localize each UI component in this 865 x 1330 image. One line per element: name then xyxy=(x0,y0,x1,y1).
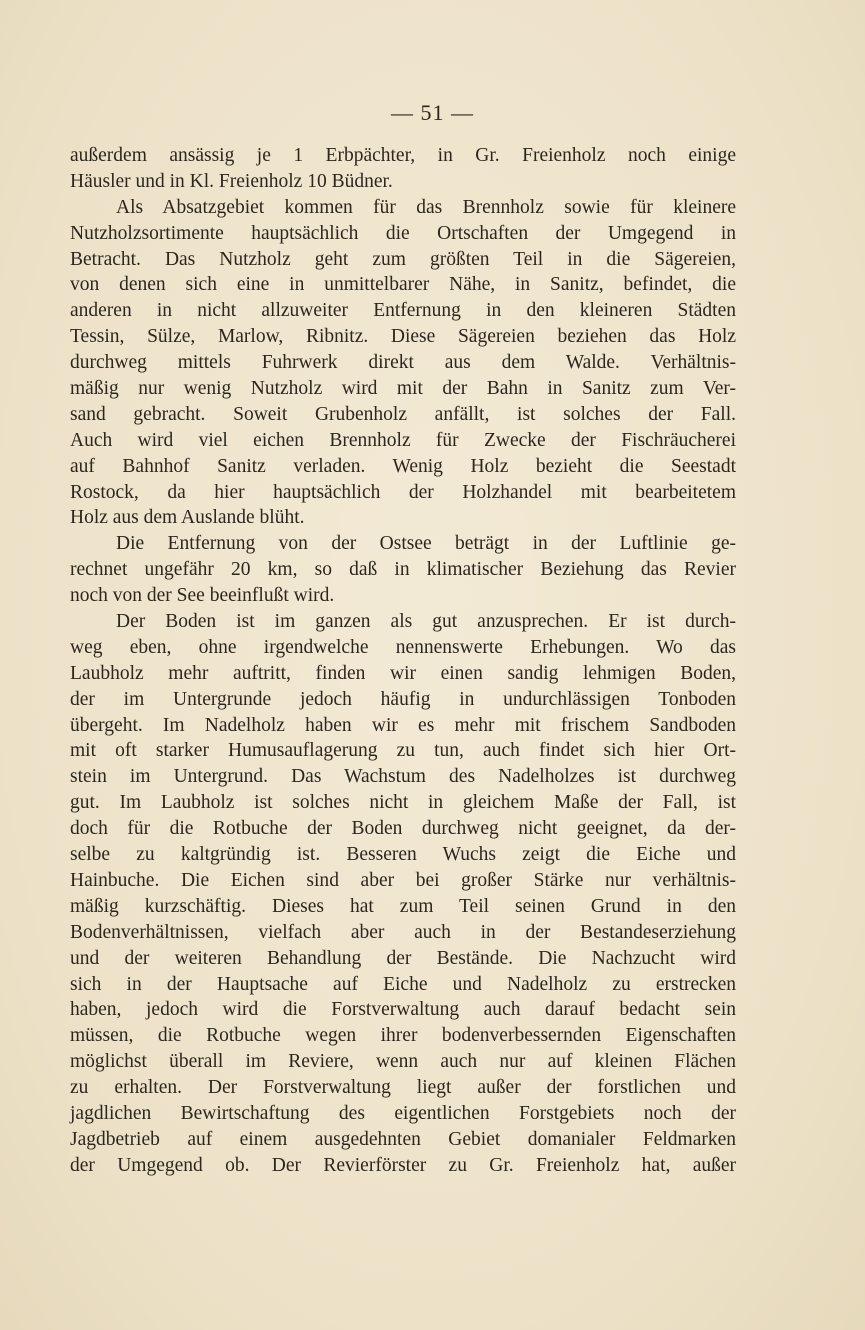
text-line: sand gebracht. Soweit Grubenholz anfällt, ist solches der Fall. xyxy=(70,403,736,425)
text-line: noch von der See beeinflußt wird. xyxy=(70,585,335,607)
text-line: Rostock, da hier hauptsächlich der Holzhandel mit bearbeitetem xyxy=(70,481,736,503)
text-line: rechnet ungefähr 20 km, so daß in klimatischer Beziehung das Revier xyxy=(70,559,736,581)
text-line: Tessin, Sülze, Marlow, Ribnitz. Diese Sägereien beziehen das Holz xyxy=(70,326,736,348)
text-line: und der weiteren Behandlung der Bestände. Die Nachzucht wird xyxy=(70,947,736,969)
text-line: haben, jedoch wird die Forstverwaltung auch darauf bedacht sein xyxy=(70,999,736,1021)
text-line: weg eben, ohne irgendwelche nennenswerte Erhebungen. Wo das xyxy=(70,636,736,658)
text-line: Nutzholzsortimente hauptsächlich die Ortschaften der Umgegend in xyxy=(70,222,736,244)
text-line: übergeht. Im Nadelholz haben wir es mehr mit frischem Sandboden xyxy=(70,714,736,736)
text-line: von denen sich eine in unmittelbarer Nähe, in Sanitz, befindet, die xyxy=(70,274,736,296)
text-line: doch für die Rotbuche der Boden durchweg nicht geeignet, da der- xyxy=(70,818,736,840)
text-line: auf Bahnhof Sanitz verladen. Wenig Holz bezieht die Seestadt xyxy=(70,455,736,477)
text-line: der im Untergrunde jedoch häufig in undurchlässigen Tonboden xyxy=(70,688,736,710)
text-line: selbe zu kaltgründig ist. Besseren Wuchs zeigt die Eiche und xyxy=(70,844,736,866)
text-line: mäßig kurzschäftig. Dieses hat zum Teil seinen Grund in den xyxy=(70,895,736,917)
text-line: Hainbuche. Die Eichen sind aber bei großer Stärke nur verhältnis- xyxy=(70,869,736,891)
text-line: Der Boden ist im ganzen als gut anzusprechen. Er ist durch- xyxy=(116,611,736,633)
text-line: stein im Untergrund. Das Wachstum des Nadelholzes ist durchweg xyxy=(70,766,736,788)
text-line: Die Entfernung von der Ostsee beträgt in der Luftlinie ge- xyxy=(116,533,736,555)
text-line: sich in der Hauptsache auf Eiche und Nadelholz zu erstrecken xyxy=(70,973,736,995)
text-line: mäßig nur wenig Nutzholz wird mit der Bahn in Sanitz zum Ver- xyxy=(70,378,736,400)
text-line: zu erhalten. Der Forstverwaltung liegt außer der forstlichen und xyxy=(70,1077,736,1099)
body-text xyxy=(70,143,736,1179)
text-line: Jagdbetrieb auf einem ausgedehnten Gebiet domanialer Feldmarken xyxy=(70,1128,736,1150)
text-line: der Umgegend ob. Der Revierförster zu Gr. Freienholz hat, außer xyxy=(70,1154,736,1176)
text-line: Betracht. Das Nutzholz geht zum größten Teil in die Sägereien, xyxy=(70,248,736,270)
text-line: Als Absatzgebiet kommen für das Brennholz sowie für kleinere xyxy=(116,196,736,218)
text-line: mit oft starker Humusauflagerung zu tun, auch findet sich hier Ort- xyxy=(70,740,736,762)
text-line: möglichst überall im Reviere, wenn auch nur auf kleinen Flächen xyxy=(70,1051,736,1073)
text-line: durchweg mittels Fuhrwerk direkt aus dem Walde. Verhältnis- xyxy=(70,352,736,374)
text-line: jagdlichen Bewirtschaftung des eigentlichen Forstgebiets noch der xyxy=(70,1102,736,1124)
text-line: Auch wird viel eichen Brennholz für Zwecke der Fischräucherei xyxy=(70,429,736,451)
text-line: gut. Im Laubholz ist solches nicht in gleichem Maße der Fall, ist xyxy=(70,792,736,814)
text-line: Häusler und in Kl. Freienholz 10 Büdner. xyxy=(70,170,393,192)
text-line: Holz aus dem Auslande blüht. xyxy=(70,507,305,529)
text-line: Laubholz mehr auftritt, finden wir einen sandig lehmigen Boden, xyxy=(70,662,736,684)
text-line: außerdem ansässig je 1 Erbpächter, in Gr. Freienholz noch einige xyxy=(70,145,736,166)
text-line: Bodenverhältnissen, vielfach aber auch in der Bestandeserziehung xyxy=(70,921,736,943)
text-line: anderen in nicht allzuweiter Entfernung in den kleineren Städten xyxy=(70,300,736,322)
text-line: müssen, die Rotbuche wegen ihrer bodenverbessernden Eigenschaften xyxy=(70,1025,736,1047)
page-number: — 51 — xyxy=(391,100,474,125)
